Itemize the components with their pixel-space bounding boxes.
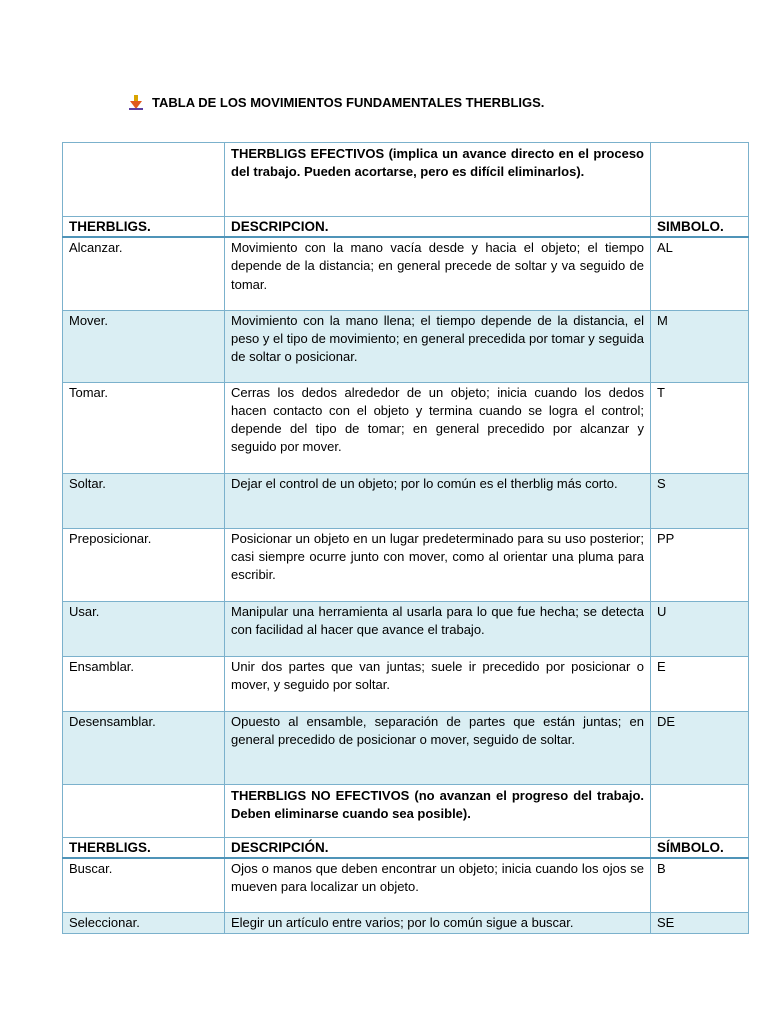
section-heading: THERBLIGS NO EFECTIVOS (no avanzan el progreso del trabajo. Deben eliminarse cuando sea posible). [225,784,651,837]
column-header-therbligs: THERBLIGS. [63,217,225,238]
therblig-symbol: S [651,473,749,528]
section-heading: THERBLIGS EFECTIVOS (implica un avance directo en el proceso del trabajo. Pueden acortarse, pero es difícil eliminarlos). [225,143,651,217]
therblig-description: Cerras los dedos alrededor de un objeto; inicia cuando los dedos hacen contacto con el objeto y termina cuando se logra el control; depende del tipo de tomar; en general precedido por alcanzar y seguido por mover. [225,382,651,473]
therblig-description: Ojos o manos que deben encontrar un objeto; inicia cuando los ojos se mueven para localizar un objeto. [225,858,651,913]
therblig-name: Desensamblar. [63,711,225,784]
column-header-row [63,837,749,858]
therblig-description: Posicionar un objeto en un lugar predeterminado para su uso posterior; casi siempre ocurre junto con mover, como al orientar una pluma para escribir. [225,528,651,601]
therblig-name: Tomar. [63,382,225,473]
therblig-symbol: E [651,656,749,711]
column-header-simbolo: SIMBOLO. [651,217,749,238]
therblig-symbol: T [651,382,749,473]
therblig-name: Alcanzar. [63,237,225,310]
section-heading-row [63,784,749,837]
column-header-row [63,217,749,238]
arrow-down-bullet-icon [128,94,144,110]
column-header-simbolo: SÍMBOLO. [651,837,749,858]
therblig-symbol: AL [651,237,749,310]
therblig-symbol: B [651,858,749,913]
title-text: TABLA DE LOS MOVIMIENTOS FUNDAMENTALES THERBLIGS. [152,94,545,110]
document-title [128,92,544,112]
therblig-symbol: SE [651,913,749,933]
therblig-description: Unir dos partes que van juntas; suele ir precedido por posicionar o mover, y seguido por soltar. [225,656,651,711]
table-row [63,711,749,784]
column-header-therbligs: THERBLIGS. [63,837,225,858]
therblig-name: Usar. [63,601,225,656]
table-row [63,656,749,711]
table-row [63,473,749,528]
empty-cell [651,143,749,217]
therblig-description: Elegir un artículo entre varios; por lo común sigue a buscar. [225,913,651,933]
therblig-symbol: DE [651,711,749,784]
empty-cell [63,143,225,217]
therblig-symbol: PP [651,528,749,601]
table-row [63,858,749,913]
therblig-name: Soltar. [63,473,225,528]
therblig-symbol: U [651,601,749,656]
therblig-description: Opuesto al ensamble, separación de partes que están juntas; en general precedido de posicionar o mover, seguido de soltar. [225,711,651,784]
therblig-name: Preposicionar. [63,528,225,601]
therblig-description: Manipular una herramienta al usarla para lo que fue hecha; se detecta con facilidad al hacer que avance el trabajo. [225,601,651,656]
therblig-name: Seleccionar. [63,913,225,933]
table-row [63,237,749,310]
therblig-description: Movimiento con la mano vacía desde y hacia el objeto; el tiempo depende de la distancia; en general precede de soltar y va seguido de tomar. [225,237,651,310]
therblig-name: Buscar. [63,858,225,913]
column-header-descripcion: DESCRIPCION. [225,217,651,238]
therblig-description: Dejar el control de un objeto; por lo común es el therblig más corto. [225,473,651,528]
table-row [63,913,749,933]
table-row [63,528,749,601]
empty-cell [651,784,749,837]
table-row [63,310,749,382]
table-row [63,382,749,473]
therblig-name: Mover. [63,310,225,382]
section-heading-row [63,143,749,217]
therblig-symbol: M [651,310,749,382]
column-header-descripcion: DESCRIPCIÓN. [225,837,651,858]
therblig-name: Ensamblar. [63,656,225,711]
table-row [63,601,749,656]
empty-cell [63,784,225,837]
therbligs-table [62,142,749,934]
therblig-description: Movimiento con la mano llena; el tiempo depende de la distancia, el peso y el tipo de movimiento; en general precedida por tomar y seguida de soltar o posicionar. [225,310,651,382]
